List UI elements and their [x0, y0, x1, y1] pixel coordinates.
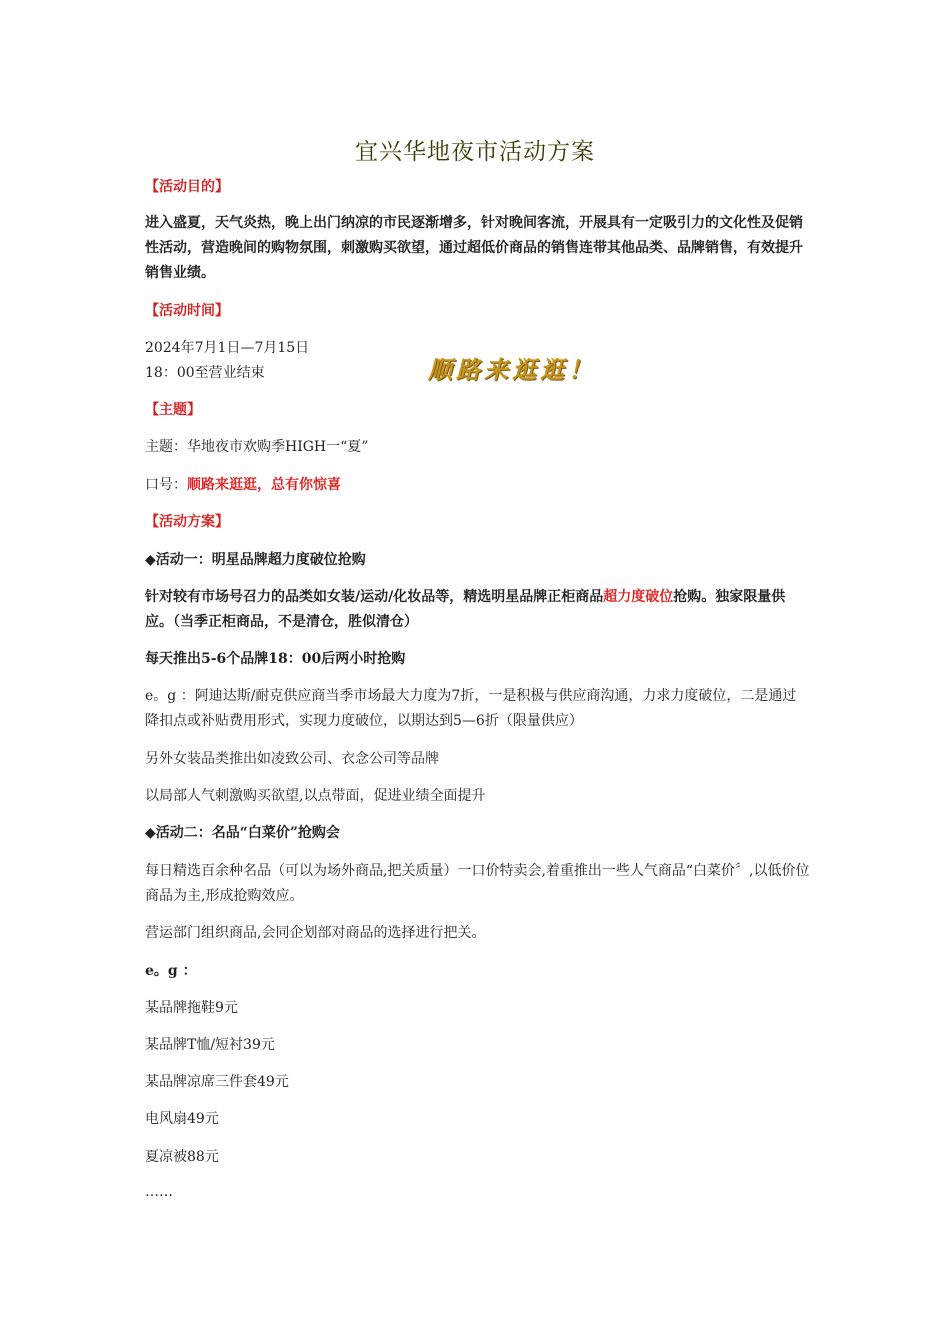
activity1-desc-part2: 抢购。独家限量供应。（当季正柜商品，不是清仓，胜似清仓） [145, 589, 786, 630]
list-item: 电风扇49元 [145, 1111, 219, 1127]
page-title: 宜兴华地夜市活动方案 [355, 139, 595, 165]
time-heading: 【活动时间】 [145, 303, 229, 319]
plan-heading: 【活动方案】 [145, 514, 229, 530]
activity1-extra: 另外女装品类推出如凌致公司、衣念公司等品牌 [145, 751, 439, 767]
theme-line: 主题：华地夜市欢购季HIGH一“夏” [145, 439, 369, 455]
activity2-title: ◆活动二：名品“白菜价”抢购会 [145, 825, 340, 841]
activity1-desc-part1: 针对较有市场号召力的品类如女装/运动/化妆品等，精选明星品牌正柜商品 [145, 589, 604, 605]
list-item: …… [145, 1184, 173, 1200]
slogan-text: 顺路来逛逛，总有你惊喜 [187, 477, 341, 493]
activity2-dept: 营运部门组织商品,会同企划部对商品的选择进行把关。 [145, 925, 486, 941]
activity2-eg-label: e。g ： [145, 963, 197, 979]
slogan-art-text: 顺路来逛逛！ [428, 355, 596, 384]
slogan-line [145, 473, 810, 498]
list-item: 某品牌凉席三件套49元 [145, 1074, 289, 1090]
purpose-text: 进入盛夏，天气炎热，晚上出门纳凉的市民逐渐增多，针对晚间客流，开展具有一定吸引力的文化性及促销性活动，营造晚间的购物氛围，刺激购买欲望，通过超低价商品的销售连带其他品类、品牌销售，有效提升销售业绩。 [145, 215, 803, 281]
time-hours: 18：00至营业结束 [145, 365, 265, 381]
activity2-desc: 每日精选百余种名品（可以为场外商品,把关质量）一口价特卖会,着重推出一些人气商品“白菜价〞,以低价位商品为主,形成抢购效应。 [145, 863, 810, 904]
activity1-daily: 每天推出5-6个品牌18：00后两小时抢购 [145, 651, 406, 667]
activity1-eg: e。g ：阿迪达斯/耐克供应商当季市场最大力度为7折，一是积极与供应商沟通，力求力度破位，二是通过降扣点或补贴费用形式，实现力度破位，以期达到5—6折（限量供应） [145, 688, 797, 729]
activity1-title: ◆活动一：明星品牌超力度破位抢购 [145, 552, 366, 568]
purpose-heading: 【活动目的】 [145, 179, 229, 195]
activity1-summary: 以局部人气刺激购买欲望,以点带面，促进业绩全面提升 [145, 788, 486, 804]
list-item: 夏凉被88元 [145, 1149, 219, 1165]
activity1-desc-highlight: 超力度破位 [603, 589, 674, 605]
list-item: 某品牌拖鞋9元 [145, 1000, 238, 1016]
list-item: 某品牌T恤/短衬39元 [145, 1037, 275, 1053]
time-date-range: 2024年7月1日—7月15日 [145, 340, 310, 356]
slogan-label: 口号： [145, 477, 187, 493]
theme-heading: 【主题】 [145, 402, 201, 418]
activity1-desc [145, 585, 810, 635]
